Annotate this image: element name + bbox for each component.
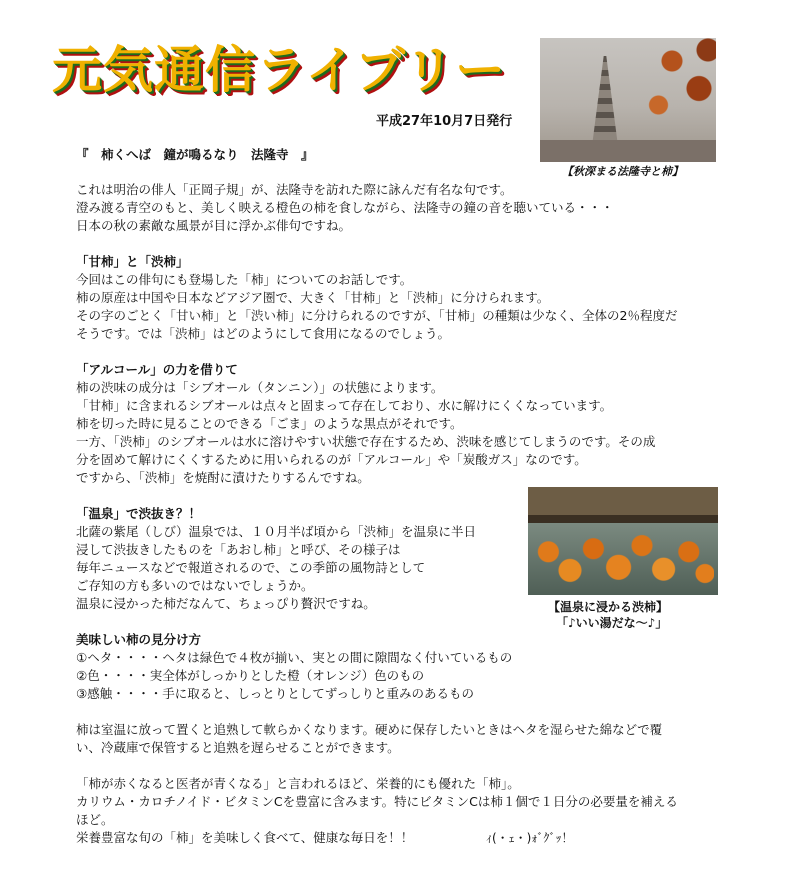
emoticon: ｨ(・ｪ・)ｫﾞｸﾞｯ！ — [486, 831, 574, 845]
photo-ground — [540, 140, 716, 162]
section-line: 温泉に浸かった柿だなんて、ちょっぴり贅沢ですね。 — [76, 596, 376, 611]
section-line: 分を固めて解けにくくするために用いられるのが「アルコール」や「炭酸ガス」なのです。 — [76, 452, 587, 467]
section-line: 柿の渋味の成分は「シブオール（タンニン）」の状態によります。 — [76, 380, 444, 395]
onsen-persimmon-photo — [528, 487, 718, 595]
tip-line: ①ヘタ・・・・ヘタは緑色で４枚が揃い、実との間に隙間なく付いているもの — [76, 650, 513, 665]
section-heading: 美味しい柿の見分け方 — [76, 632, 202, 647]
section-line: ご存知の方も多いのではないでしょうか。 — [76, 578, 314, 593]
photo1-caption: 【秋深まる法隆寺と柿】 — [562, 165, 683, 178]
section-heading: 「温泉」で渋抜き？！ — [76, 506, 202, 521]
storage-line: 柿は室温に放って置くと追熟して軟らかくなります。硬めに保存したいときはヘタを湿らせた綿などで覆 — [76, 722, 663, 737]
section-line: 浸して渋抜きしたものを「あおし柿」と呼び、その様子は — [76, 542, 401, 557]
nutrition-line: 「柿が赤くなると医者が青くなる」と言われるほど、栄養的にも優れた「柿」。 — [76, 776, 520, 791]
section-heading: 「甘柿」と「渋柿」 — [76, 254, 189, 269]
section-line: その字のごとく「甘い柿」と「渋い柿」に分けられるのですが、「甘柿」の種類は少なく、全体の2％程度だ — [76, 308, 678, 323]
section-line: 今回はこの俳句にも登場した「柿」についてのお話しです。 — [76, 272, 413, 287]
issue-date: 平成27年10月7日発行 — [376, 114, 513, 129]
horyuji-photo — [540, 38, 716, 162]
photo2-subcaption: 「♪いい湯だな～♪」 — [556, 616, 668, 630]
nutrition-line: 栄養豊富な旬の「柿」を美味しく食べて、健康な毎日を！！ — [76, 830, 414, 845]
intro-line: これは明治の俳人「正岡子規」が、法隆寺を訪れた際に詠んだ有名な句です。 — [76, 182, 513, 197]
intro-line: 日本の秋の素敵な風景が目に浮かぶ俳句ですね。 — [76, 218, 352, 233]
tip-line: ③感触・・・・手に取ると、しっとりとしてずっしりと重みのあるもの — [76, 686, 474, 701]
storage-line: い、冷蔵庫で保管すると追熟を遅らせることができます。 — [76, 740, 400, 755]
section-heading: 「アルコール」の力を借りて — [76, 362, 238, 377]
tip-line: ②色・・・・実全体がしっかりとした橙（オレンジ）色のもの — [76, 668, 425, 683]
section-line: 毎年ニュースなどで報道されるので、この季節の風物詩として — [76, 560, 426, 575]
persimmon-fruits — [534, 527, 714, 589]
section-line: 「甘柿」に含まれるシブオールは点々と固まって存在しており、水に解けにくくなっています。 — [76, 398, 613, 413]
haiku: 『 柿くへば 鐘が鳴るなり 法隆寺 』 — [76, 147, 314, 162]
persimmon-leaves — [636, 38, 716, 138]
section-line: 北薩の紫尾（しび）温泉では、１０月半ば頃から「渋柿」を温泉に半日 — [76, 524, 477, 539]
nutrition-line: ほど。 — [76, 812, 114, 827]
section-line: ですから、「渋柿」を焼酎に漬けたりするんですね。 — [76, 470, 370, 485]
section-line: 柿の原産は中国や日本などアジア圏で、大きく「甘柿」と「渋柿」に分けられます。 — [76, 290, 550, 305]
photo2-caption: 【温泉に浸かる渋柿】 — [548, 600, 669, 614]
pagoda-shape — [592, 56, 618, 146]
section-line: 柿を切った時に見ることのできる「ごま」のような黒点がそれです。 — [76, 416, 463, 431]
photo-rail — [528, 515, 718, 523]
section-line: 一方、「渋柿」のシブオールは水に溶けやすい状態で存在するため、渋味を感じてしまうのです。その成 — [76, 434, 656, 449]
nutrition-line: カリウム・カロチノイド・ビタミンCを豊富に含みます。特にビタミンCは柿１個で１日分の必要量を補える — [76, 794, 678, 809]
intro-line: 澄み渡る青空のもと、美しく映える橙色の柿を食しながら、法隆寺の鐘の音を聴いている・・・ — [76, 200, 614, 215]
newsletter-title: 元気通信ライブリー — [52, 41, 506, 99]
section-line: そうです。では「渋柿」はどのようにして食用になるのでしょう。 — [76, 326, 451, 341]
